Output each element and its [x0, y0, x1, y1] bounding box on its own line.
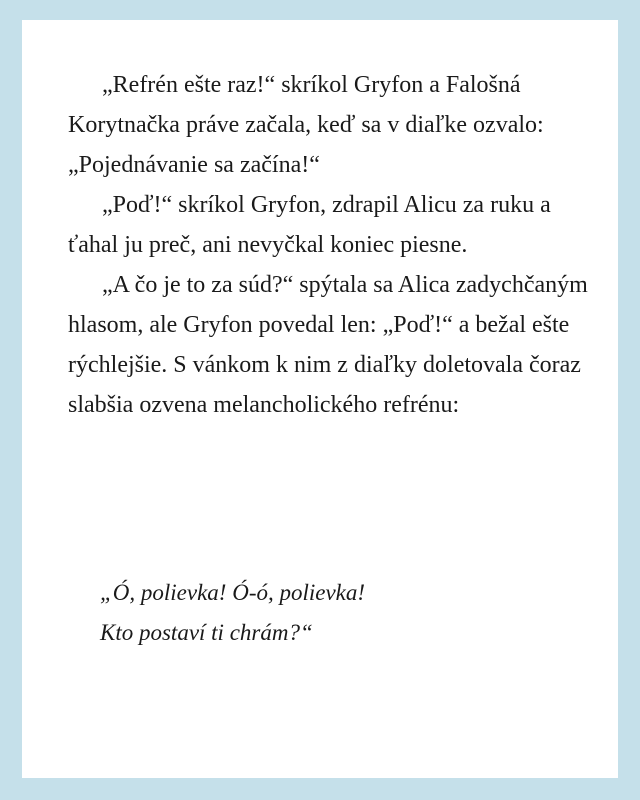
- paragraph-3: „A čo je to za súd?“ spýtala sa Alica zadychčaným hlasom, ale Gryfon povedal len: „Poď!“ a bežal ešte rýchlejšie. S vánkom k nim z diaľky doletovala čoraz slabšia ozvena melancholického refrénu:: [68, 272, 588, 418]
- book-page: [22, 20, 618, 778]
- prose-block: [68, 65, 588, 425]
- paragraph-1: „Refrén ešte raz!“ skríkol Gryfon a Falošná Korytnačka práve začala, keď sa v diaľke ozvalo: „Pojednávanie sa začína!“: [68, 72, 544, 178]
- verse-block: [100, 573, 580, 653]
- verse-line-1: „Ó, polievka! Ó-ó, polievka!: [100, 580, 366, 605]
- verse-line-2: Kto postaví ti chrám?“: [100, 620, 313, 645]
- paragraph-2: „Poď!“ skríkol Gryfon, zdrapil Alicu za ruku a ťahal ju preč, ani nevyčkal koniec piesne.: [68, 192, 551, 258]
